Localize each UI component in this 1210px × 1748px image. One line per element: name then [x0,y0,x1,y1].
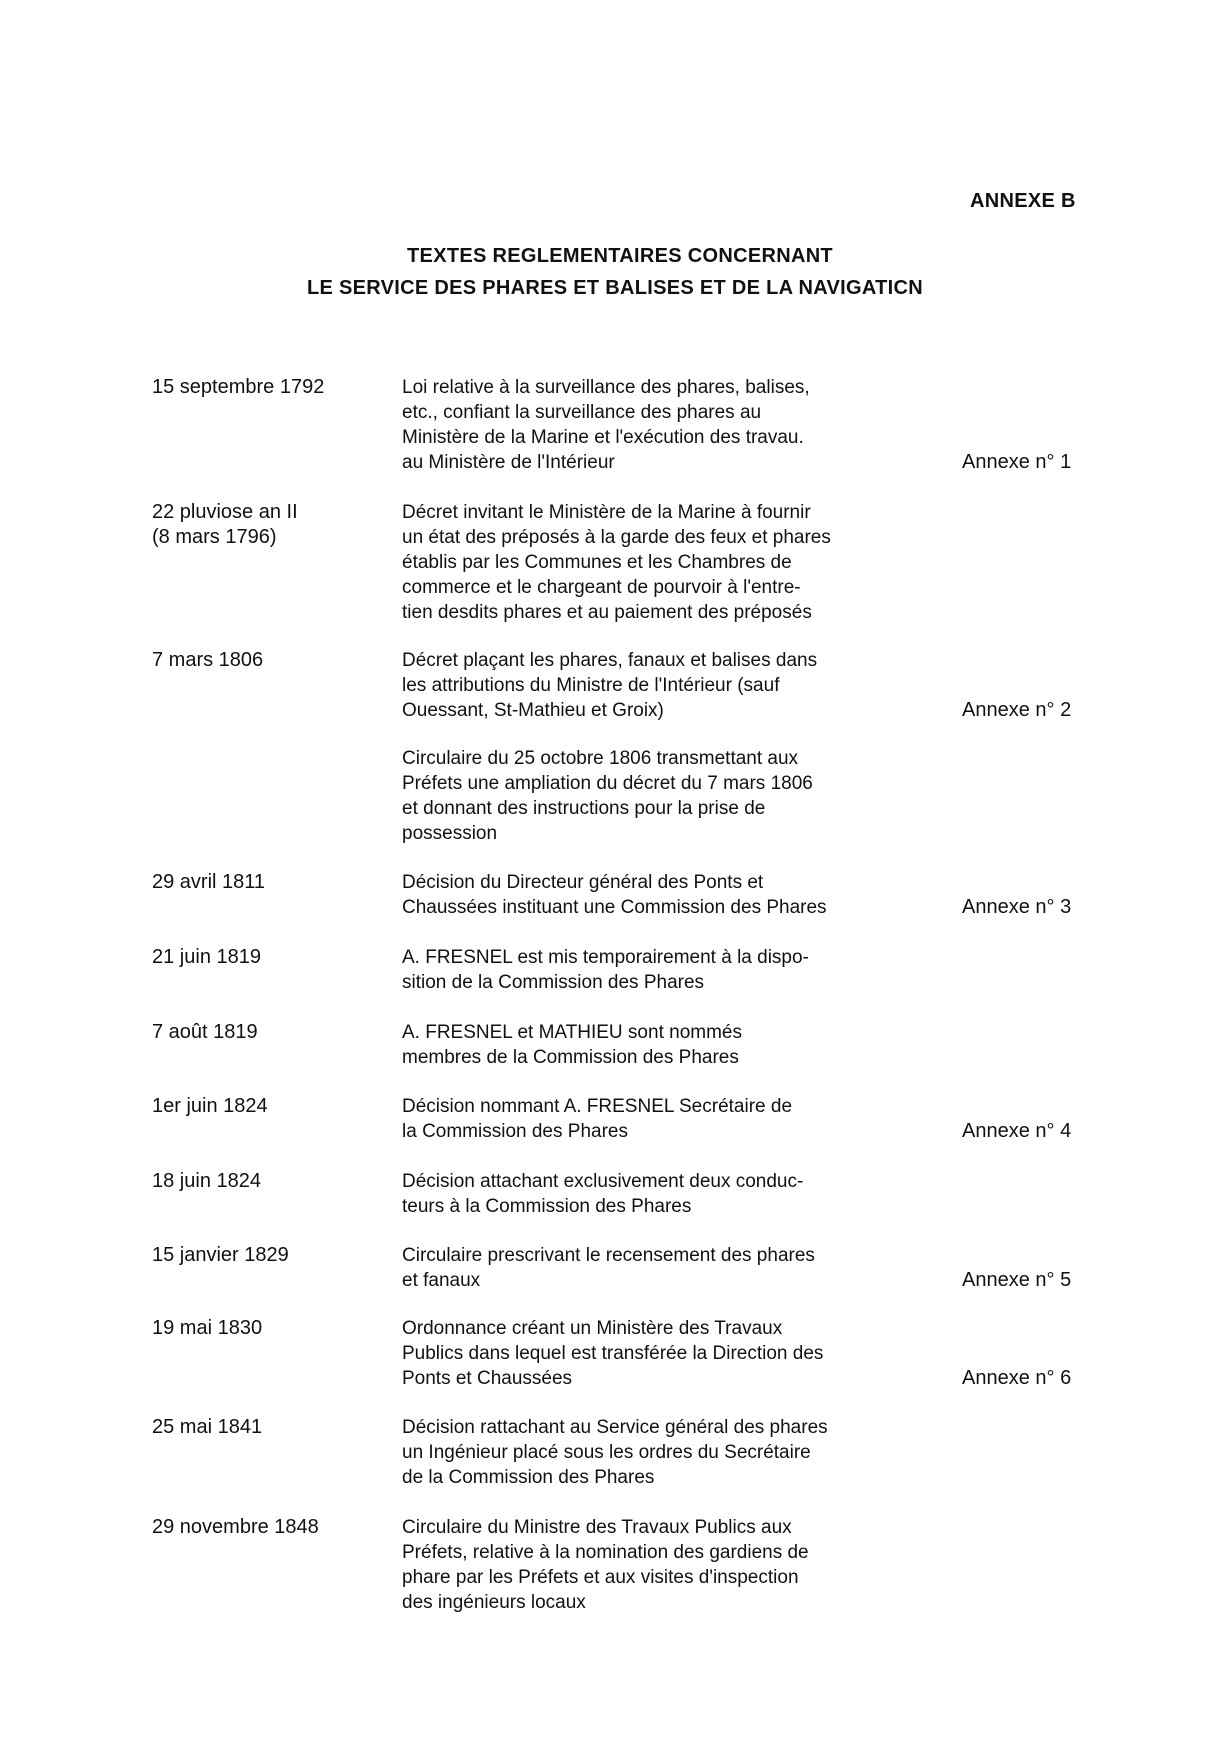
description-line: un état des préposés à la garde des feux et phares [402,527,831,548]
entry-description [402,1094,892,1144]
description-line: Chaussées instituant une Commission des Phares [402,897,827,918]
description-line: Circulaire du 25 octobre 1806 transmettant aux [402,748,799,769]
description-line: commerce et le chargeant de pourvoir à l'entre- [402,577,801,598]
description-line: la Commission des Phares [402,1121,628,1142]
description-line: A. FRESNEL et MATHIEU sont nommés [402,1022,742,1043]
entry-annex-reference: Annexe n° 4 [962,1120,1072,1142]
entry-date: 15 septembre 1792 [152,376,325,398]
description-line: et donnant des instructions pour la prise de [402,798,766,819]
entry-date: 1er juin 1824 [152,1095,268,1117]
description-line: Préfets une ampliation du décret du 7 mars 1806 [402,773,813,794]
entry-date: 22 pluviose an II (8 mars 1796) [152,501,298,548]
entry-date: 7 août 1819 [152,1021,258,1043]
description-line: Circulaire du Ministre des Travaux Publics aux [402,1517,792,1538]
description-line: teurs à la Commission des Phares [402,1196,692,1217]
entry-date: 21 juin 1819 [152,946,261,968]
description-line: Décision nommant A. FRESNEL Secrétaire de [402,1096,793,1117]
description-line: les attributions du Ministre de l'Intérieur (sauf [402,675,780,696]
description-line: Décision du Directeur général des Ponts et [402,872,764,893]
entry-description [402,1243,892,1293]
description-line: Circulaire prescrivant le recensement des phares [402,1245,815,1266]
entry-description [402,746,892,846]
entry-annex-reference: Annexe n° 1 [962,451,1072,473]
description-line: Loi relative à la surveillance des phares, balises, [402,377,810,398]
entry-date: 15 janvier 1829 [152,1244,289,1266]
description-line: Publics dans lequel est transférée la Direction des [402,1343,824,1364]
entry-description [402,1169,892,1219]
entry-description [402,1020,892,1070]
entry-annex-reference: Annexe n° 5 [962,1269,1072,1291]
entry-date: 7 mars 1806 [152,649,264,671]
description-line: etc., confiant la surveillance des phares au [402,402,762,423]
entry-date: 29 avril 1811 [152,871,266,893]
description-line: tien desdits phares et au paiement des préposés [402,602,812,623]
description-line: possession [402,823,498,844]
entry-annex-reference: Annexe n° 3 [962,896,1072,918]
description-line: de la Commission des Phares [402,1467,655,1488]
description-line: Ponts et Chaussées [402,1368,573,1389]
description-line: des ingénieurs locaux [402,1592,586,1613]
description-line: établis par les Communes et les Chambres de [402,552,792,573]
description-line: Préfets, relative à la nomination des gardiens de [402,1542,809,1563]
entry-date: 29 novembre 1848 [152,1516,319,1538]
description-line: Ordonnance créant un Ministère des Travaux [402,1318,783,1339]
entry-annex-reference: Annexe n° 2 [962,699,1072,721]
title-line-1: TEXTES REGLEMENTAIRES CONCERNANT [407,245,833,267]
description-line: au Ministère de l'Intérieur [402,452,615,473]
entry-description [402,945,892,995]
annex-label: ANNEXE B [970,190,1076,212]
description-line: A. FRESNEL est mis temporairement à la dispo- [402,947,809,968]
entry-description [402,1415,892,1490]
entry-annex-reference: Annexe n° 6 [962,1367,1072,1389]
description-line: membres de la Commission des Phares [402,1047,739,1068]
description-line: phare par les Préfets et aux visites d'inspection [402,1567,799,1588]
entry-description [402,375,892,475]
document-title [0,240,1210,304]
entry-date: 18 juin 1824 [152,1170,261,1192]
entry-description [402,1316,892,1391]
entry-date: 19 mai 1830 [152,1317,263,1339]
description-line: un Ingénieur placé sous les ordres du Secrétaire [402,1442,811,1463]
description-line: Décision rattachant au Service général des phares [402,1417,828,1438]
entry-description [402,870,892,920]
description-line: Ministère de la Marine et l'exécution des travau. [402,427,804,448]
entry-date: 25 mai 1841 [152,1416,263,1438]
description-line: Décret invitant le Ministère de la Marine à fournir [402,502,811,523]
title-line-2: LE SERVICE DES PHARES ET BALISES ET DE LA NAVIGATICN [306,277,924,299]
description-line: sition de la Commission des Phares [402,972,705,993]
entry-description [402,1515,892,1615]
description-line: Décision attachant exclusivement deux conduc- [402,1171,804,1192]
entry-description [402,648,892,723]
description-line: Décret plaçant les phares, fanaux et balises dans [402,650,818,671]
description-line: Ouessant, St-Mathieu et Groix) [402,700,664,721]
description-line: et fanaux [402,1270,481,1291]
entry-description [402,500,892,625]
